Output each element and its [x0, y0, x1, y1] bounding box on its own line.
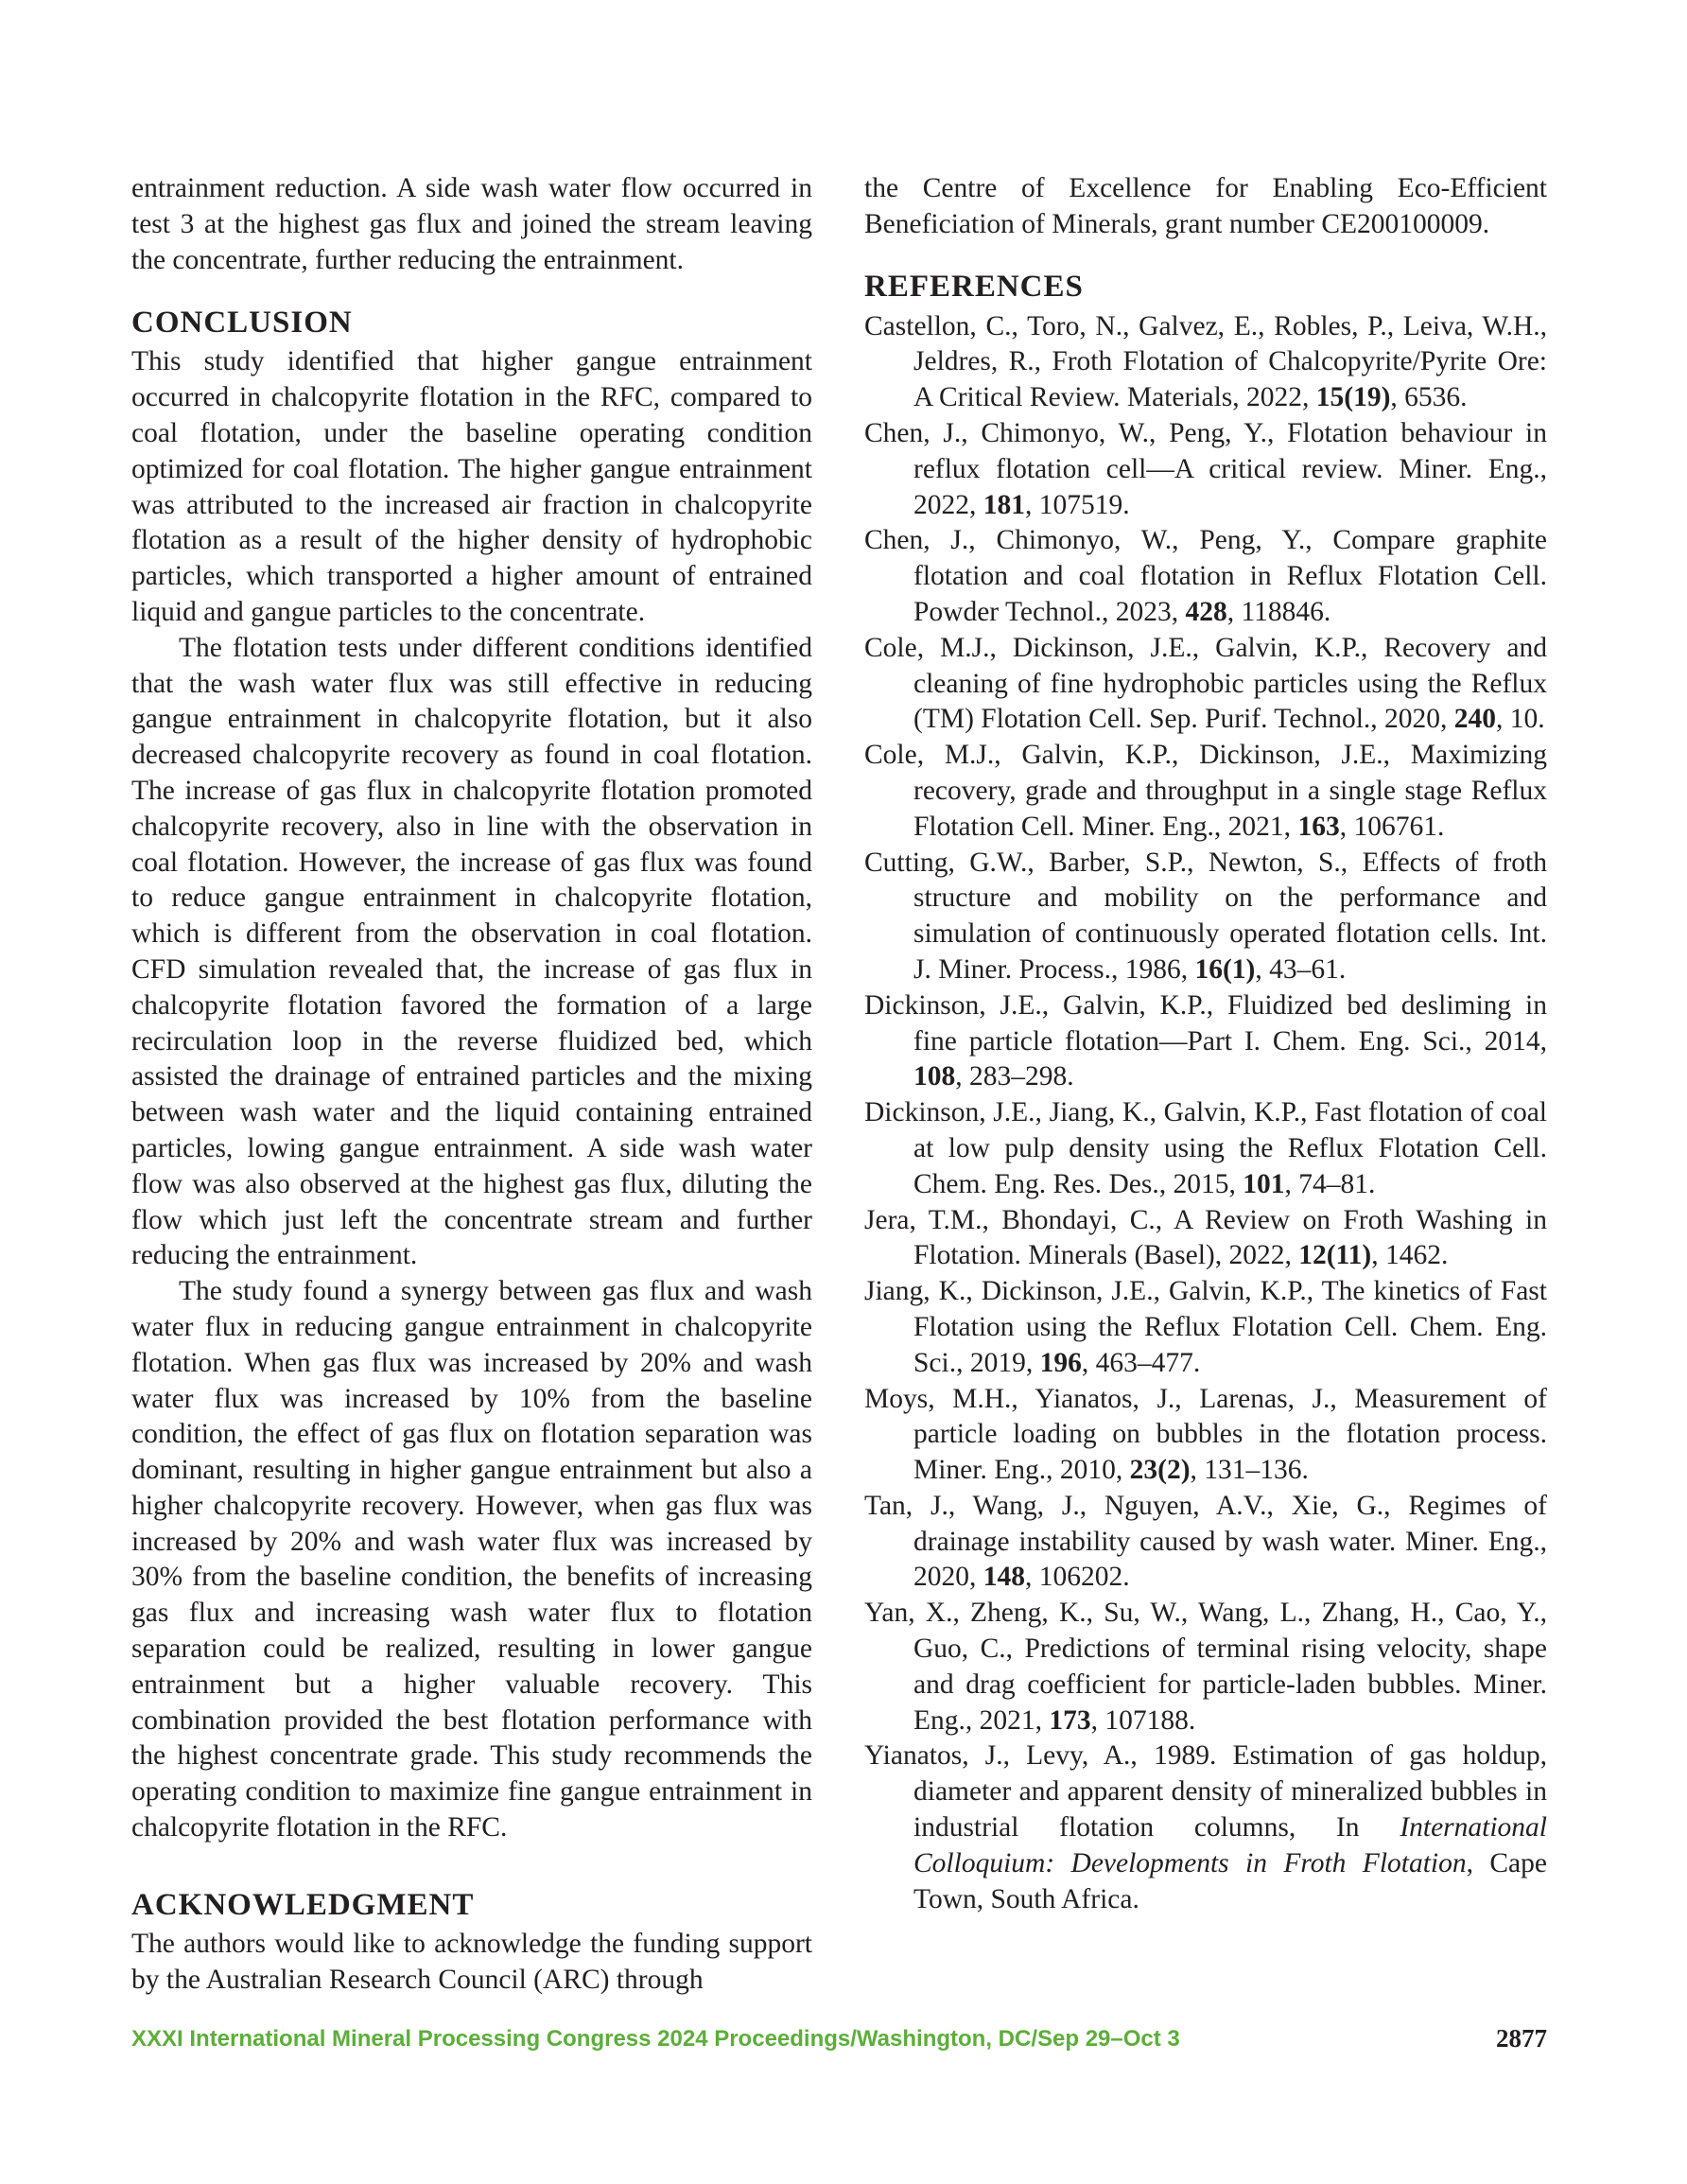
- reference-volume: 148: [983, 1562, 1025, 1593]
- left-column: [131, 171, 812, 1998]
- reference-item: [864, 416, 1547, 523]
- reference-item: [864, 1489, 1547, 1596]
- conclusion-paragraph-1: This study identified that higher gangue entrainment occurred in chalcopyrite flotation in the RFC, compared to coal flotation, under the baseline operating condition optimized for coal flotation. The higher gangue entrainment was attributed to the increased air fraction in chalcopyrite flotation as a result of the higher density of hydrophobic particles, which transported a higher amount of entrained liquid and gangue particles to the concentrate.: [131, 346, 812, 627]
- reference-text: Jera, T.M., Bhondayi, C., A Review on Froth Washing in Flotation. Minerals (Basel), 2022,: [864, 1204, 1547, 1271]
- reference-text: Moys, M.H., Yianatos, J., Larenas, J., Measurement of particle loading on bubbles in the flotation process. Miner. Eng., 2010,: [864, 1383, 1547, 1486]
- reference-text-end: , 107519.: [1025, 489, 1130, 520]
- reference-volume: 196: [1039, 1347, 1082, 1378]
- reference-text-end: , 463–477.: [1081, 1347, 1201, 1378]
- reference-item: [864, 738, 1547, 845]
- reference-item: [864, 631, 1547, 738]
- reference-item: [864, 1203, 1547, 1275]
- reference-text: Dickinson, J.E., Jiang, K., Galvin, K.P., Fast flotation of coal at low pulp density using the Reflux Flotation Cell. Chem. Eng. Res. Des., 2015,: [864, 1097, 1547, 1199]
- reference-volume: 240: [1453, 704, 1497, 735]
- reference-text-end: , 118846.: [1226, 596, 1331, 627]
- acknowledgment-heading: ACKNOWLEDGMENT: [131, 1887, 475, 1922]
- reference-text: Chen, J., Chimonyo, W., Peng, Y., Flotation behaviour in reflux flotation cell—A critical review. Miner. Eng., 2022,: [864, 417, 1547, 520]
- reference-text-end: , 107188.: [1090, 1704, 1196, 1736]
- reference-volume: 23(2): [1129, 1455, 1191, 1486]
- references-heading: REFERENCES: [864, 269, 1084, 304]
- reference-text: Jiang, K., Dickinson, J.E., Galvin, K.P., The kinetics of Fast Flotation using the Reflux Flotation Cell. Chem. Eng. Sci., 2019,: [864, 1276, 1547, 1378]
- reference-item: [864, 988, 1547, 1095]
- reference-item: [864, 846, 1547, 988]
- reference-volume: 101: [1243, 1168, 1285, 1199]
- intro-paragraph: entrainment reduction. A side wash water flow occurred in test 3 at the highest gas flux and joined the stream leaving the concentrate, further reducing the entrainment.: [131, 173, 812, 275]
- reference-text-end: , 131–136.: [1190, 1455, 1309, 1486]
- right-column: [864, 171, 1547, 1917]
- conclusion-paragraph-3: The study found a synergy between gas flux and wash water flux in reducing gangue entrainment in chalcopyrite flotation. When gas flux was increased by 20% and wash water flux was increased by 10% from the baseline condition, the effect of gas flux on flotation separation was dominant, resulting in higher gangue entrainment but also a higher chalcopyrite recovery. However, when gas flux was increased by 20% and wash water flux was increased by 30% from the baseline condition, the benefits of increasing gas flux and increasing wash water flux to flotation separation could be realized, resulting in lower gangue entrainment but a higher valuable recovery. This combination provided the best flotation performance with the highest concentrate grade. This study recommends the operating condition to maximize fine gangue entrainment in chalcopyrite flotation in the RFC.: [131, 1276, 812, 1843]
- reference-volume: 173: [1049, 1704, 1091, 1736]
- reference-text-end: , 74–81.: [1284, 1168, 1376, 1199]
- reference-item: [864, 1738, 1547, 1917]
- conclusion-heading: CONCLUSION: [131, 306, 353, 341]
- reference-text: Cole, M.J., Galvin, K.P., Dickinson, J.E., Maximizing recovery, grade and throughput in a single stage Reflux Flotation Cell. Miner. Eng., 2021,: [864, 740, 1547, 842]
- reference-text-end: , 6536.: [1390, 382, 1468, 413]
- reference-list: [864, 309, 1547, 1918]
- reference-text-end: , 283–298.: [955, 1061, 1074, 1092]
- reference-volume: 12(11): [1298, 1240, 1372, 1271]
- page-number: 2877: [1496, 2024, 1547, 2053]
- acknowledgment-continued: the Centre of Excellence for Enabling Eco-Efficient Beneficiation of Minerals, grant number CE200100009.: [864, 173, 1547, 239]
- reference-text-end: , 106761.: [1339, 811, 1445, 842]
- reference-text: Yianatos, J., Levy, A., 1989. Estimation of gas holdup, diameter and apparent density of mineralized bubbles in industrial flotation columns, In: [864, 1740, 1547, 1843]
- reference-item: [864, 1596, 1547, 1738]
- conclusion-paragraph-2: The flotation tests under different conditions identified that the wash water flux was still effective in reducing gangue entrainment in chalcopyrite flotation, but it also decreased chalcopyrite recovery as found in coal flotation. The increase of gas flux in chalcopyrite flotation promoted chalcopyrite recovery, also in line with the observation in coal flotation. However, the increase of gas flux was found to reduce gangue entrainment in chalcopyrite flotation, which is different from the observation in coal flotation. CFD simulation revealed that, the increase of gas flux in chalcopyrite flotation favored the formation of a large recirculation loop in the reverse fluidized bed, which assisted the drainage of entrained particles and the mixing between wash water and the liquid containing entrained particles, lowing gangue entrainment. A side wash water flow was also observed at the highest gas flux, diluting the flow which just left the concentrate stream and further reducing the entrainment.: [131, 632, 812, 1271]
- reference-volume: 15(19): [1315, 382, 1391, 413]
- reference-text: Yan, X., Zheng, K., Su, W., Wang, L., Zhang, H., Cao, Y., Guo, C., Predictions of terminal rising velocity, shape and drag coefficient for particle-laden bubbles. Miner. Eng., 2021,: [864, 1598, 1547, 1736]
- reference-volume: 108: [913, 1061, 956, 1092]
- reference-text-end: , Cape Town, South Africa.: [913, 1847, 1547, 1914]
- reference-item: [864, 523, 1547, 630]
- reference-text: Cole, M.J., Dickinson, J.E., Galvin, K.P., Recovery and cleaning of fine hydrophobic particles using the Reflux (TM) Flotation Cell. Sep. Purif. Technol., 2020,: [864, 632, 1547, 735]
- reference-item: [864, 1274, 1547, 1381]
- reference-text-end: , 43–61.: [1255, 953, 1347, 985]
- reference-text: Castellon, C., Toro, N., Galvez, E., Robles, P., Leiva, W.H., Jeldres, R., Froth Flotation of Chalcopyrite/Pyrite Ore: A Critical Review. Materials, 2022,: [864, 310, 1547, 413]
- reference-text: Cutting, G.W., Barber, S.P., Newton, S., Effects of froth structure and mobility on the performance and simulation of continuously operated flotation cells. Int. J. Miner. Process., 1986,: [864, 847, 1547, 985]
- reference-italic-title: International Colloquium: Developments in Froth Flotation: [913, 1812, 1547, 1878]
- reference-text-end: , 10.: [1496, 704, 1545, 735]
- reference-volume: 428: [1185, 596, 1227, 627]
- reference-volume: 163: [1297, 811, 1340, 842]
- reference-text-end: , 106202.: [1025, 1562, 1130, 1593]
- reference-text-end: , 1462.: [1371, 1240, 1449, 1271]
- acknowledgment-paragraph: The authors would like to acknowledge the funding support by the Australian Research Council (ARC) through: [131, 1928, 812, 1995]
- reference-text: Chen, J., Chimonyo, W., Peng, Y., Compare graphite flotation and coal flotation in Reflux Flotation Cell. Powder Technol., 2023,: [864, 525, 1547, 627]
- reference-item: [864, 309, 1547, 416]
- reference-text: Dickinson, J.E., Galvin, K.P., Fluidized bed desliming in fine particle flotation—Part I. Chem. Eng. Sci., 2014,: [864, 989, 1547, 1057]
- footer-conference-title: XXXI International Mineral Processing Congress 2024 Proceedings/Washington, DC/Sep 29–Oct 3: [131, 2026, 1180, 2052]
- reference-volume: 181: [983, 489, 1025, 520]
- reference-item: [864, 1095, 1547, 1202]
- reference-item: [864, 1382, 1547, 1489]
- reference-volume: 16(1): [1194, 953, 1256, 985]
- reference-text: Tan, J., Wang, J., Nguyen, A.V., Xie, G., Regimes of drainage instability caused by wash water. Miner. Eng., 2020,: [864, 1490, 1547, 1593]
